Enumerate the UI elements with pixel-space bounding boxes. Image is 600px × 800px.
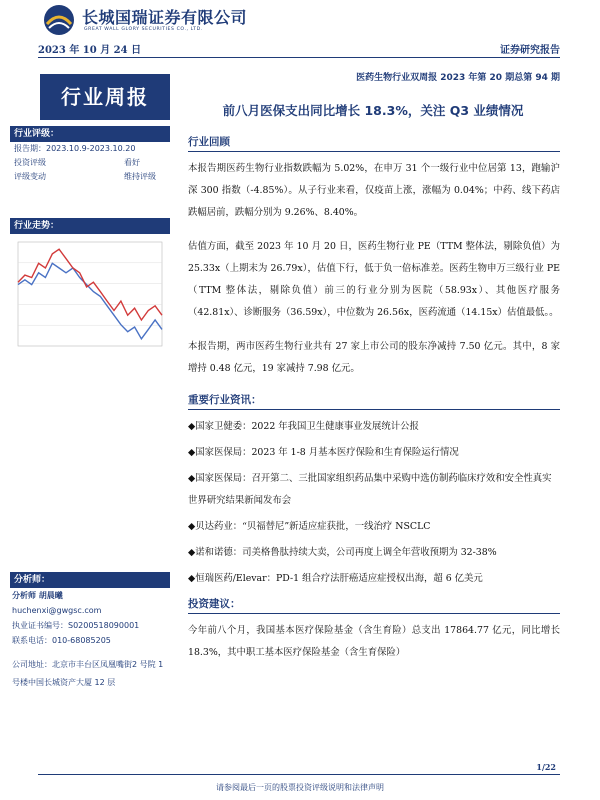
- rating-value: 看好: [124, 158, 140, 167]
- news-item: ◆国家医保局：2023 年 1-8 月基本医疗保险和生育保险运行情况: [188, 447, 459, 458]
- review-paragraph-1: 本报告期医药生物行业指数跌幅为 5.02%，在申万 31 个一级行业中位居第 13，跑输沪深 300 指数（-4.85%）。从子行业来看，仅疫苗上涨，涨幅为 0.04%；中药、线下药店跌幅居前，跌幅分别为 9.26%、8.40%。: [188, 163, 560, 218]
- section-title-invest-text: 投资建议：: [188, 598, 241, 610]
- header-divider: [38, 57, 560, 58]
- analyst-phone: 联系电话：010-68085205: [12, 636, 111, 645]
- trend-section: [10, 218, 170, 354]
- section-title-invest: [188, 596, 560, 614]
- trend-chart: [10, 234, 170, 354]
- invest-paragraph: 今年前八个月，我国基本医疗保险基金（含生育险）总支出 17864.77 亿元，同比增长 18.3%，其中职工基本医疗保险基金（含生育保险）: [188, 625, 560, 658]
- footer-disclaimer: 请参阅最后一页的股票投资评级说明和法律声明: [216, 783, 384, 792]
- report-headline: 前八月医保支出同比增长 18.3%，关注 Q3 业绩情况: [222, 103, 524, 118]
- chart-series-line-1: [18, 249, 162, 320]
- report-date: 2023 年 10 月 24 日: [38, 45, 142, 56]
- company-name-en: GREAT WALL GLORY SECURITIES CO., LTD.: [84, 27, 203, 32]
- company-address: 公司地址：北京市丰台区凤凰嘴街2 号院 1 号楼中国长城资产大厦 12 层: [12, 660, 164, 687]
- section-title-news-text: 重要行业资讯：: [188, 394, 262, 406]
- review-paragraph-2: 估值方面，截至 2023 年 10 月 20 日，医药生物行业 PE（TTM 整体法，剔除负值）为 25.33x（上期末为 26.79x），估值下行，低于负一倍标准差。医药生物申万三级行业 PE（TTM 整体法，剔除负值）前三的行业分别为医院（58.93x）、其他医疗服务（42.81x）、诊断服务（36.59x），中位数为 26.56x，医药流通（14.15x）估值最低。。: [188, 241, 560, 318]
- rating-change-key: 评级变动: [14, 172, 46, 181]
- analyst-section: [10, 572, 170, 692]
- page-number: 1/22: [536, 762, 556, 772]
- company-logo: [40, 4, 290, 38]
- chart-series-line-0: [18, 263, 162, 339]
- rating-change-value: 维持评级: [124, 172, 156, 181]
- trend-title: 行业走势：: [10, 218, 170, 234]
- sidebar-rating: [10, 126, 170, 184]
- footer-divider: [38, 774, 560, 775]
- rating-change-row: [10, 170, 170, 184]
- chart-frame: [18, 242, 162, 346]
- news-item: ◆国家医保局：召开第二、三批国家组织药品集中采购中选仿制药临床疗效和安全性真实世界研究结果新闻发布会: [188, 473, 552, 506]
- report-type: 证券研究报告: [500, 45, 560, 56]
- analyst-email[interactable]: huchenxi@gwgsc.com: [12, 606, 102, 615]
- report-badge: 行业周报: [40, 74, 170, 120]
- analyst-title: 分析师：: [10, 572, 170, 588]
- review-paragraph-3: 本报告期，两市医药生物行业共有 27 家上市公司的股东净减持 7.50 亿元。其中，8 家增持 0.48 亿元，19 家减持 7.98 亿元。: [188, 341, 560, 374]
- analyst-cert: 执业证书编号：S0200518090001: [12, 621, 140, 630]
- company-name-cn: 长城国瑞证券有限公司: [82, 8, 248, 27]
- news-item: ◆国家卫健委：2022 年我国卫生健康事业发展统计公报: [188, 421, 419, 432]
- news-item: ◆恒瑞医药/Elevar：PD-1 组合疗法肝癌适应症授权出海，超 6 亿美元: [188, 573, 483, 584]
- company-logo-icon: [40, 4, 78, 36]
- report-series: 医药生物行业双周报 2023 年第 20 期总第 94 期: [356, 73, 560, 83]
- section-title-review-text: 行业回顾: [188, 136, 230, 148]
- rating-title: 行业评级：: [10, 126, 170, 142]
- rating-key: 投资评级: [14, 158, 46, 167]
- news-item: ◆贝达药业：“贝福替尼”新适应症获批，一线治疗 NSCLC: [188, 521, 431, 532]
- analyst-name: 分析师 胡晨曦: [12, 591, 63, 600]
- section-title-review: [188, 134, 560, 152]
- section-title-news: [188, 392, 560, 410]
- rating-row: [10, 156, 170, 170]
- news-item: ◆诺和诺德：司美格鲁肽持续大卖，公司再度上调全年营收预期为 32-38%: [188, 547, 497, 558]
- main-content: [188, 134, 560, 676]
- report-period: [10, 142, 170, 156]
- report-period-text: 报告期：2023.10.9-2023.10.20: [14, 144, 136, 153]
